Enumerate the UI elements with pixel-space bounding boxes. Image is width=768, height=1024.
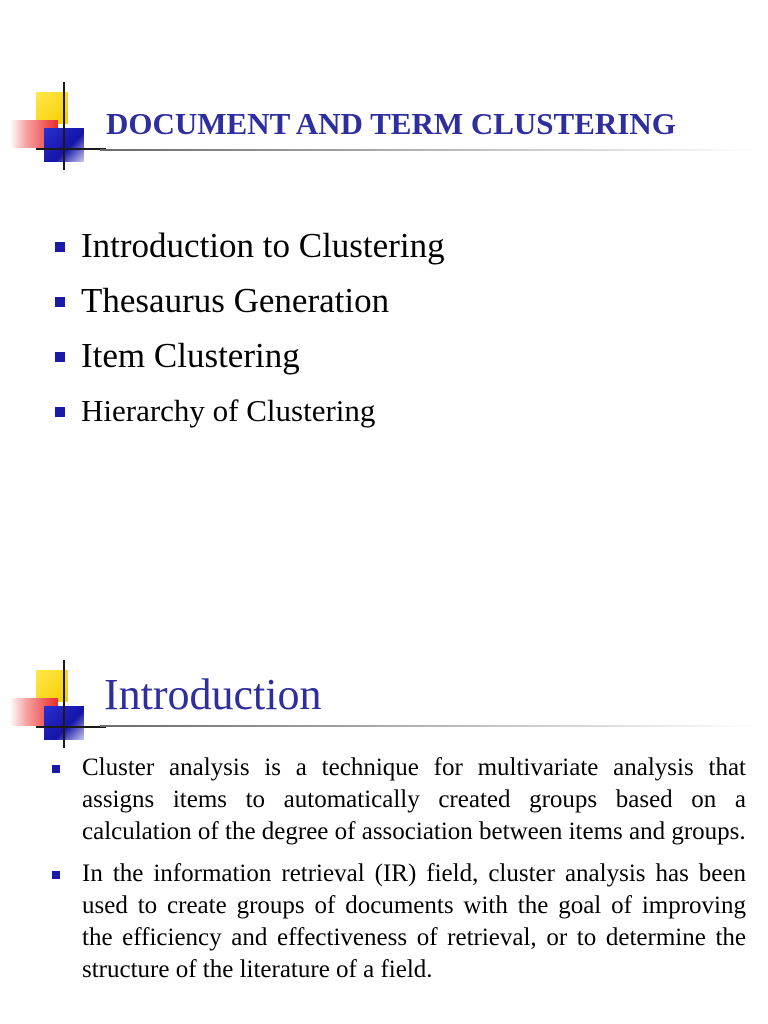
list-item-text: In the information retrieval (IR) field, cluster analysis has been used to create groups of documents with the goal of improving the efficiency and effectiveness of retrieval, or to determine the structure of the literature of a field. bbox=[82, 860, 746, 983]
list-item bbox=[55, 279, 755, 334]
topic-list bbox=[55, 224, 755, 444]
list-item-text: Cluster analysis is a technique for multivariate analysis that assigns items to automatically created groups based on a calculation of the degree of association between items and groups. bbox=[82, 754, 746, 845]
list-item bbox=[52, 752, 746, 848]
slide-logo bbox=[0, 82, 110, 182]
square-bullet-icon bbox=[55, 242, 65, 252]
slide-logo bbox=[0, 660, 110, 760]
list-item bbox=[55, 334, 755, 389]
logo-vertical-line bbox=[63, 660, 65, 748]
logo-vertical-line bbox=[63, 82, 65, 170]
logo-horizontal-line bbox=[36, 148, 106, 150]
square-bullet-icon bbox=[52, 765, 60, 773]
logo-horizontal-line bbox=[36, 726, 106, 728]
list-item-text: Item Clustering bbox=[81, 336, 300, 375]
list-item bbox=[55, 224, 755, 279]
list-item bbox=[52, 858, 746, 986]
paragraph-list bbox=[52, 752, 746, 996]
square-bullet-icon bbox=[52, 871, 60, 879]
slide-title: Introduction bbox=[104, 670, 322, 719]
list-item bbox=[55, 389, 755, 444]
square-bullet-icon bbox=[55, 297, 65, 307]
list-item-text: Introduction to Clustering bbox=[81, 226, 445, 265]
square-bullet-icon bbox=[55, 352, 65, 362]
slide-introduction bbox=[0, 560, 768, 1024]
title-underline bbox=[100, 725, 760, 727]
list-item-text: Hierarchy of Clustering bbox=[81, 393, 376, 428]
slide-title: DOCUMENT AND TERM CLUSTERING bbox=[106, 106, 676, 141]
list-item-text: Thesaurus Generation bbox=[81, 281, 390, 320]
title-underline bbox=[100, 149, 760, 151]
square-bullet-icon bbox=[55, 407, 65, 417]
